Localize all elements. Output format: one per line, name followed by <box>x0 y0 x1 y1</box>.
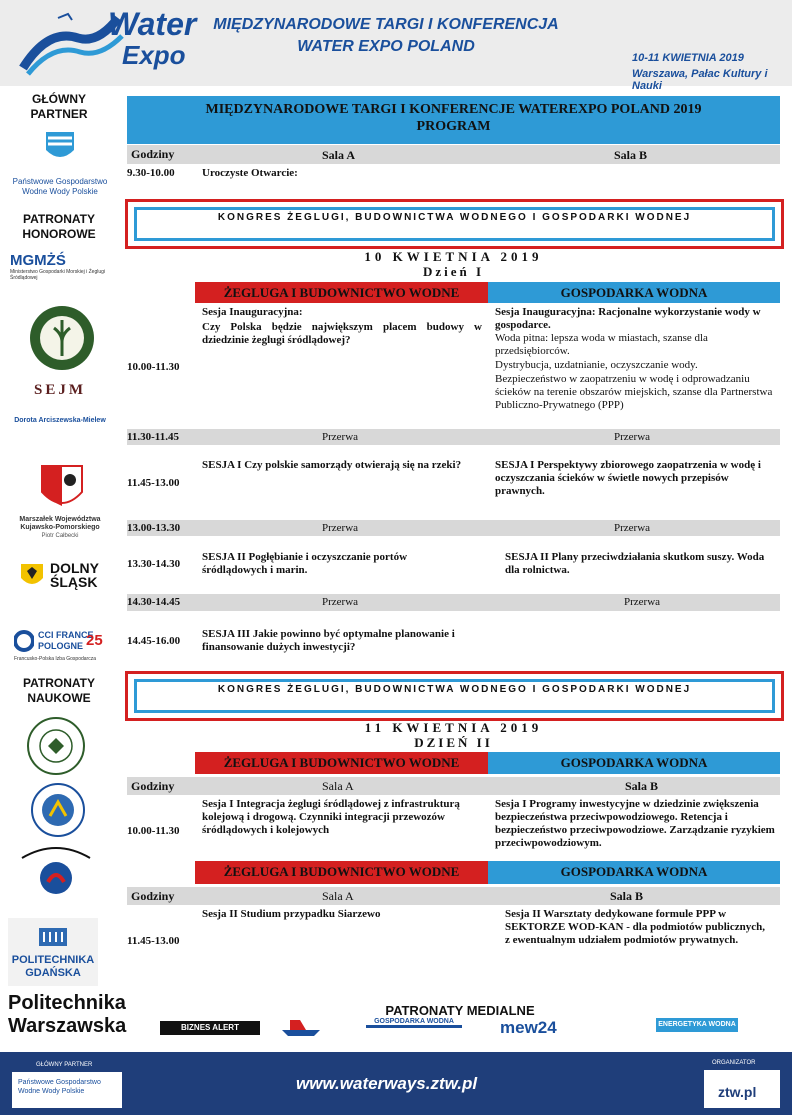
time-1300: 13.00-13.30 <box>127 522 181 534</box>
university-seal-1-icon <box>24 716 88 776</box>
wody-polskie-text: Państwowe Gospodarstwo Wodne Wody Polskie <box>12 177 108 196</box>
dolny-slask-text-2: ŚLĄSK <box>50 574 98 590</box>
room-a-header-d2b: Sala A <box>322 889 354 903</box>
cci-text-1: CCI FRANCE <box>38 630 94 640</box>
mgmzs-sub: Ministerstwo Gospodarki Morskiej i Żeglugi Śródlądowej <box>10 269 106 281</box>
media-ship-logo-icon <box>280 1014 322 1038</box>
session-d2-1-a: Sesja I Integracja żeglugi śródlądowej z infrastrukturą kolejową i drogową. Czynniki integracji przewozów śródlądowych i kolejowych <box>202 798 460 836</box>
track-shipping-header-d1: ŻEGLUGA I BUDOWNICTWO WODNE <box>195 282 488 303</box>
dolny-slask-text-1: DOLNY <box>50 560 99 576</box>
break-b-3: Przerwa <box>624 596 661 608</box>
time-1145-d2: 11.45-13.00 <box>127 935 180 947</box>
scientific-patronage-heading: PATRONATY NAUKOWE <box>23 676 95 705</box>
session-inaugural-b-title: Sesja Inauguracyjna: Racjonalne wykorzystanie wody w gospodarce. <box>495 306 761 331</box>
room-a-header-d2a: Sala A <box>322 779 354 793</box>
header-place: Warszawa, Pałac Kultury i Nauki <box>632 68 768 92</box>
program-title-bar <box>127 96 780 144</box>
university-seal-2-icon <box>26 782 90 838</box>
session-3-a: SESJA III Jakie powinno być optymalne planowanie i finansowanie dużych inwestycji? <box>202 628 455 653</box>
session-inaugural-a-topic: Czy Polska będzie największym placem budowy w dziedzinie żeglugi śródlądowej? <box>202 321 482 346</box>
session-1-b: SESJA I Perspektywy zbiorowego zaopatrzenia w wodę i oczyszczania ścieków w świetle nowych przepisów prawnych. <box>495 459 761 497</box>
track-water-header-d1: GOSPODARKA WODNA <box>488 282 780 303</box>
logo-water-text: Water <box>108 6 197 42</box>
footer-organizer-label: ORGANIZATOR <box>712 1060 756 1066</box>
cci-25-text: 25 <box>86 632 103 649</box>
day1-label: Dzień I <box>422 264 485 279</box>
session-inaugural-b-topic-2: Dystrybucja, uzdatnianie, oczyszczanie wody. <box>495 359 698 371</box>
day2-date: 11 KWIETNIA 2019 <box>364 720 543 735</box>
column-header-row-d2a <box>127 777 780 795</box>
cci-sub: Francusko-Polska Izba Gospodarcza <box>14 656 96 662</box>
opening-ceremony: Uroczyste Otwarcie: <box>202 167 298 179</box>
time-0930: 9.30-10.00 <box>127 167 175 179</box>
break-row-2 <box>127 520 780 536</box>
footer-partner-label: GŁÓWNY PARTNER <box>36 1062 93 1068</box>
hours-header: Godziny <box>131 147 175 161</box>
break-b-2: Przerwa <box>614 522 651 534</box>
main-partner-heading: GŁÓWNY PARTNER <box>30 92 88 121</box>
media-mew24: mew24 <box>500 1018 557 1037</box>
session-d2-2-a: Sesja II Studium przypadku Siarzewo <box>202 908 381 920</box>
session-2-b: SESJA II Plany przeciwdziałania skutkom suszy. Woda dla rolnictwa. <box>505 551 765 576</box>
time-1000-d1: 10.00-11.30 <box>127 361 180 373</box>
mgmzs-text: MGMŻŚ <box>10 252 66 269</box>
pw-text-1: Politechnika <box>8 992 126 1014</box>
honorary-patronage-heading: PATRONATY HONOROWE <box>22 212 96 241</box>
time-1130: 11.30-11.45 <box>127 431 179 443</box>
header-date: 10-11 KWIETNIA 2019 <box>632 52 744 64</box>
session-d2-1-b: Sesja I Programy inwestycyjne w dziedzinie zwiększenia bezpieczeństwa przeciwpowodziowego. Retencja i bezpieczeństwo przeciwpowodziowe. Zarządzanie ryzykiem przeciwpowodziowym. <box>495 798 775 849</box>
header-title-line2: WATER EXPO POLAND <box>297 38 475 55</box>
hours-header-d2a: Godziny <box>131 779 175 793</box>
media-patrons-heading: PATRONATY MEDIALNE <box>385 1003 535 1018</box>
wody-polskie-logo <box>10 128 110 202</box>
pw-text-2: Warszawska <box>8 1015 127 1037</box>
marszalek-name: Piotr Całbecki <box>41 533 79 539</box>
session-d2-2-b: Sesja II Warsztaty dedykowane formule PPP w SEKTORZE WOD-KAN - dla podmiotów publicznych, z ewentualnym udziałem podmiotów prywatnych. <box>505 908 765 946</box>
wody-polskie-icon <box>10 128 110 172</box>
sejm-sub: Dorota Arciszewska-Mielew <box>14 417 106 424</box>
footer-website-link[interactable]: www.waterways.ztw.pl <box>296 1074 478 1093</box>
time-1145-d1: 11.45-13.00 <box>127 477 180 489</box>
time-1445: 14.45-16.00 <box>127 635 181 647</box>
program-title-1: MIĘDZYNARODOWE TARGI I KONFERENCJE WATEREXPO POLAND 2019 <box>205 102 702 117</box>
time-1000-d2: 10.00-11.30 <box>127 825 180 837</box>
dolny-slask-crest-icon <box>20 563 44 589</box>
footer-organizer-text: ztw.pl <box>718 1084 757 1100</box>
day2-label: DZIEŃ II <box>414 735 493 750</box>
room-a-header: Sala A <box>322 148 356 162</box>
room-b-header: Sala B <box>614 148 648 162</box>
break-a-3: Przerwa <box>322 596 359 608</box>
session-inaugural-b-topic-3: Bezpieczeństwo w zaopatrzeniu w wodę i odprowadzaniu ścieków na terenie obszarów miejskich, szanse dla Partnerstwa Publiczno-Prywatnego (PPP) <box>495 373 773 411</box>
session-2-a: SESJA II Pogłębianie i oczyszczanie portów śródlądowych i marin. <box>202 551 408 576</box>
session-1-a: SESJA I Czy polskie samorządy otwierają się na rzeki? <box>202 459 462 471</box>
marszalek-text: Marszałek Województwa Kujawsko-Pomorskiego <box>19 516 101 531</box>
session-inaugural-a-title: Sesja Inauguracyjna: <box>202 306 303 318</box>
program-title-2: PROGRAM <box>416 119 491 134</box>
time-1430: 14.30-14.45 <box>127 596 181 608</box>
pg-text-2: GDAŃSKA <box>25 967 81 979</box>
cci-text-2: POLOGNE <box>38 641 84 651</box>
sejm-logo <box>10 382 110 432</box>
track-shipping-header-d2b: ŻEGLUGA I BUDOWNICTWO WODNE <box>195 861 488 884</box>
time-1330: 13.30-14.30 <box>127 558 181 570</box>
congress-title-2: KONGRES ŻEGLUGI, BUDOWNICTWA WODNEGO I GOSPODARKI WODNEJ <box>134 679 775 713</box>
track-shipping-header-d2a: ŻEGLUGA I BUDOWNICTWO WODNE <box>195 752 488 774</box>
logo-expo-text: Expo <box>122 40 186 70</box>
media-biznes-alert: BIZNES ALERT <box>160 1021 260 1035</box>
media-energetyka-wodna: ENERGETYKA WODNA <box>656 1018 738 1032</box>
column-header-row-d2b <box>127 887 780 905</box>
column-header-row <box>127 145 780 164</box>
break-row-3 <box>127 594 780 611</box>
cci-logo-icon <box>14 630 34 652</box>
mgmzs-logo <box>10 252 110 288</box>
sejm-text: SEJM <box>33 382 86 398</box>
break-a-1: Przerwa <box>322 431 359 443</box>
congress-banner-2 <box>125 671 784 721</box>
break-row-1 <box>127 429 780 445</box>
room-b-header-d2b: Sala B <box>610 889 644 903</box>
break-a-2: Przerwa <box>322 522 359 534</box>
agriculture-ministry-seal-icon <box>28 304 96 372</box>
akademia-morska-logo-icon <box>14 844 98 908</box>
kujawsko-pomorskie-crest-icon <box>40 464 84 512</box>
congress-title-1: KONGRES ŻEGLUGI, BUDOWNICTWA WODNEGO I GOSPODARKI WODNEJ <box>134 207 775 241</box>
pg-building-icon <box>38 924 68 948</box>
track-water-header-d2a: GOSPODARKA WODNA <box>488 752 780 774</box>
footer-partner-logo <box>12 1072 122 1108</box>
room-b-header-d2a: Sala B <box>625 779 659 793</box>
pg-text-1: POLITECHNIKA <box>11 954 95 966</box>
track-water-header-d2b: GOSPODARKA WODNA <box>488 861 780 884</box>
header-title-line1: MIĘDZYNARODOWE TARGI I KONFERENCJA <box>213 16 559 33</box>
session-inaugural-b-topic-1: Woda pitna: lepsza woda w miastach, szanse dla przedsiębiorców. <box>495 332 708 357</box>
media-gospodarka-wodna: GOSPODARKA WODNA <box>366 1018 462 1028</box>
politechnika-gdanska-logo <box>8 918 98 986</box>
break-b-1: Przerwa <box>614 431 651 443</box>
footer-partner-text: Państwowe Gospodarstwo Wodne Wody Polskie <box>18 1079 101 1095</box>
day1-date: 10 KWIETNIA 2019 <box>364 249 543 264</box>
congress-banner-1 <box>125 199 784 249</box>
hours-header-d2b: Godziny <box>131 889 175 903</box>
